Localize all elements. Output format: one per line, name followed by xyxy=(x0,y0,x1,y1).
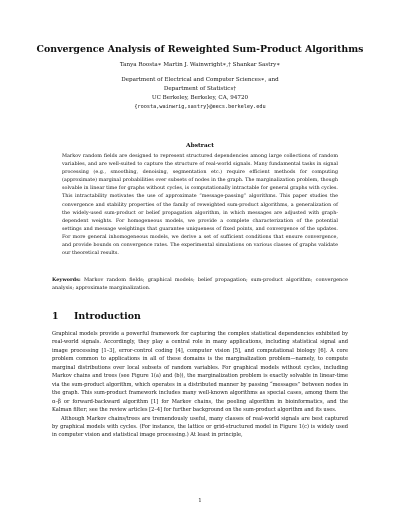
abstract-text: Markov random fields are designed to represent structured dependencies among large collections of random variables, and are well-suited to capture the structure of real-world signals. Many fundamental tasks in signal processing (e.g., smoothing, denoising, segmentation etc.) require efficient methods for computing (approximate) marginal probabilities over subsets of nodes in the graph. The marginalization problem, though solvable in linear time for graphs without cycles, is computationally intractable for general graphs with cycles. This intractability motivates the use of approximate “message-passing” algorithms. This paper studies the convergence and stability properties of the family of reweighted sum-product algorithms, a generalization of the widely-used sum-product or belief propagation algorithm, in which messages are adjusted with graph-dependent weights. For homogeneous models, we provide a complete characterization of the potential settings and message weightings that guarantee uniqueness of fixed points, and convergence of the updates. For more general inhomogeneous models, we derive a set of sufficient conditions that ensure convergence, and provide bounds on convergence rates. The experimental simulations on various classes of graphs validate our theoretical results. xyxy=(62,153,338,257)
paper-title: Convergence Analysis of Reweighted Sum-Product Algorithms xyxy=(36,44,364,55)
page-number: 1 xyxy=(198,498,202,504)
body-paragraph: Graphical models provide a powerful framework for capturing the complex statistical dependencies exhibited by real-world signals. Accordingly, they play a central role in many applications, including statistical signal and image processing [1–3], error-control coding [4], computer vision [5], and computational biology [6]. A core problem common to applications in all of these domains is the marginalization problem—namely, to compute marginal distributions over local subsets of random variables. For graphical models without cycles, including Markov chains and trees (see Figure 1(a) and (b)), the marginalization problem is exactly solvable in linear-time via the sum-product algorithm, which operates in a distributed manner by passing “messages” between nodes in the graph. This sum-product framework includes many well-known algorithms as special cases, among them the α–β or forward-backward algorithm [1] for Markov chains, the peeling algorithm in bioinformatics, and the Kalman filter; see the review articles [2–4] for further background on the sum-product algorithm and its uses. xyxy=(52,331,348,414)
author-email: {roosta,wainwrig,sastry}@eecs.berkeley.edu xyxy=(134,104,266,110)
abstract-heading: Abstract xyxy=(186,142,214,149)
affiliation-line: Department of Statistics† xyxy=(163,86,237,92)
section-body xyxy=(52,330,348,440)
section-number: 1 xyxy=(52,311,59,322)
author-list: Tanya Roosta∗ Martin J. Wainwright∗,† Shankar Sastry∗ xyxy=(119,62,281,68)
keywords-label: Keywords: xyxy=(52,277,81,283)
affiliation-line: Department of Electrical and Computer Sciences∗, and xyxy=(121,77,279,83)
keywords-text: Markov random fields; graphical models; belief propagation; sum-product algorithm; convergence analysis; approximate marginalization. xyxy=(52,277,349,292)
keywords xyxy=(52,276,348,293)
body-paragraph: Although Markov chains/trees are tremendously useful, many classes of real-world signals are best captured by graphical models with cycles. (For instance, the lattice or grid-structured model in Figure 1(c) is widely used in computer vision and statistical image processing.) At least in principle, xyxy=(52,415,348,439)
affiliation-line: UC Berkeley, Berkeley, CA, 94720 xyxy=(151,95,249,101)
section-title: Introduction xyxy=(74,311,141,322)
section-heading xyxy=(52,311,141,322)
